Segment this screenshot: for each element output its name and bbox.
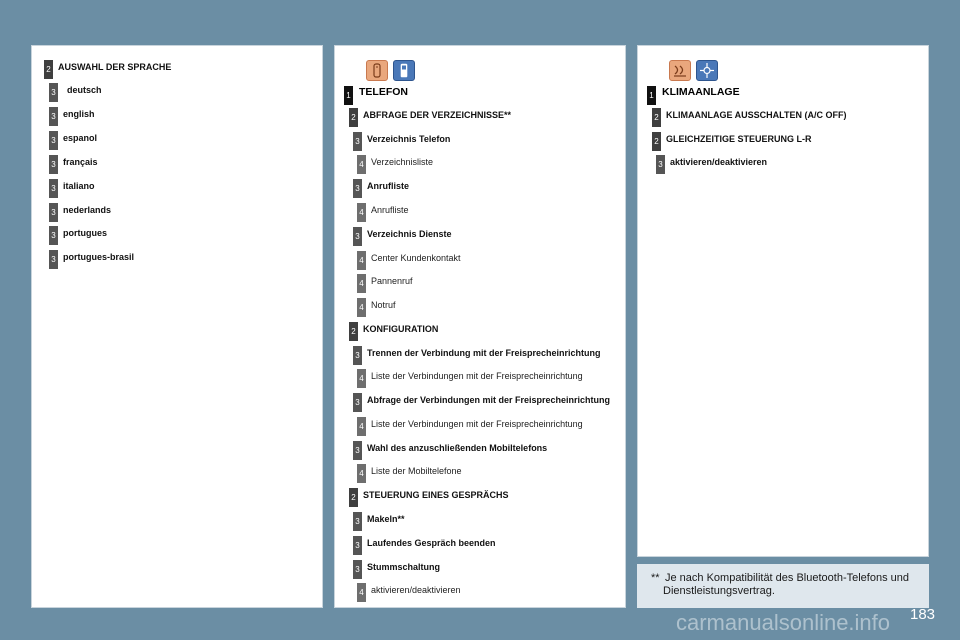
level-badge: 2 [652,132,661,151]
menu-row [353,132,450,151]
menu-label: Liste der Mobiltelefone [371,466,462,476]
menu-row [49,203,111,222]
menu-label: Anrufliste [367,181,410,191]
level-badge: 3 [353,132,362,151]
menu-row [357,464,462,483]
menu-row [49,179,95,198]
climate-blue-icon [696,60,718,81]
level-badge: 1 [344,86,353,105]
level-badge: 3 [353,441,362,460]
footnote [637,564,929,608]
menu-row [49,226,107,245]
menu-row [49,155,98,174]
menu-row [652,132,812,151]
level-badge: 3 [49,83,58,102]
menu-label: Verzeichnis Telefon [367,134,451,144]
level-badge: 3 [353,560,362,579]
menu-row [357,583,461,602]
menu-row [353,393,610,412]
menu-row [49,107,95,126]
footnote-mark: ** [651,572,660,584]
level-badge: 4 [357,298,366,317]
menu-row [353,441,547,460]
level-badge: 4 [357,155,366,174]
menu-label: français [63,157,98,167]
menu-label: Abfrage der Verbindungen mit der Freisprecheinrichtung [367,395,611,405]
level-badge: 2 [652,108,661,127]
menu-label: Trennen der Verbindung mit der Freisprecheinrichtung [367,348,601,358]
level-badge: 3 [353,227,362,246]
menu-row [353,512,405,531]
level-badge: 3 [353,346,362,365]
menu-label: Verzeichnisliste [371,157,434,167]
phone-orange-icon [366,60,388,81]
menu-label: AUSWAHL DER SPRACHE [58,62,172,72]
telephone-menu-panel [334,45,626,608]
page-number: 183 [910,606,936,623]
menu-row [357,417,583,436]
menu-label: Verzeichnis Dienste [367,229,452,239]
menu-row [49,250,134,269]
menu-label: aktivieren/deaktivieren [371,585,461,595]
level-badge: 4 [357,251,366,270]
level-badge: 3 [49,250,58,269]
level-badge: 4 [357,369,366,388]
menu-row [353,346,601,365]
menu-label: KLIMAANLAGE AUSSCHALTEN (A/C OFF) [666,110,847,120]
menu-row [344,86,408,105]
menu-label: Liste der Verbindungen mit der Freisprecheinrichtung [371,419,583,429]
menu-row [357,369,583,388]
menu-label: portugues [63,228,107,238]
language-menu-panel [31,45,323,608]
menu-label: english [63,109,95,119]
menu-row [49,131,97,150]
menu-row [357,251,461,270]
menu-label: deutsch [67,85,102,95]
level-badge: 1 [647,86,656,105]
level-badge: 3 [49,155,58,174]
menu-row [349,108,511,127]
menu-row [357,203,409,222]
level-badge: 3 [656,155,665,174]
menu-label: aktivieren/deaktivieren [670,157,768,167]
level-badge: 3 [49,179,58,198]
menu-row [49,83,102,102]
menu-row [353,560,440,579]
menu-row [353,536,496,555]
level-badge: 3 [353,536,362,555]
level-badge: 2 [44,60,53,79]
level-badge: 4 [357,417,366,436]
level-badge: 2 [349,322,358,341]
menu-label: Makeln** [367,514,405,524]
menu-label: ABFRAGE DER VERZEICHNISSE** [363,110,512,120]
level-badge: 3 [353,512,362,531]
menu-label: Notruf [371,300,396,310]
menu-label: Center Kundenkontakt [371,253,461,263]
menu-row [357,155,433,174]
level-badge: 2 [349,108,358,127]
menu-label: Pannenruf [371,276,413,286]
menu-label: nederlands [63,205,112,215]
footnote-line-2: Dienstleistungsvertrag. [663,585,775,597]
menu-row [353,227,452,246]
climate-menu-panel [637,45,929,557]
menu-row [656,155,767,174]
phone-blue-icon [393,60,415,81]
level-badge: 4 [357,203,366,222]
section-title: KLIMAANLAGE [662,86,740,98]
menu-row [357,298,396,317]
climate-orange-icon [669,60,691,81]
menu-label: Laufendes Gespräch beenden [367,538,496,548]
section-title: TELEFON [359,86,408,98]
level-badge: 3 [353,179,362,198]
level-badge: 4 [357,583,366,602]
menu-label: STEUERUNG EINES GESPRÄCHS [363,490,509,500]
menu-label: espanol [63,133,98,143]
menu-label: Anrufliste [371,205,409,215]
level-badge: 3 [49,226,58,245]
menu-row [349,322,438,341]
menu-row [647,86,740,105]
menu-row [353,179,409,198]
level-badge: 3 [49,203,58,222]
menu-label: Liste der Verbindungen mit der Freisprecheinrichtung [371,371,583,381]
watermark: carmanualsonline.info [676,610,891,635]
footnote-line-1: Je nach Kompatibilität des Bluetooth-Telefons und [665,572,909,584]
level-badge: 4 [357,274,366,293]
level-badge: 3 [353,393,362,412]
menu-label: Wahl des anzuschließenden Mobiltelefons [367,443,548,453]
menu-row [349,488,509,507]
menu-label: portugues-brasil [63,252,135,262]
menu-label: Stummschaltung [367,562,441,572]
menu-row [44,60,171,79]
level-badge: 3 [49,107,58,126]
level-badge: 2 [349,488,358,507]
menu-label: GLEICHZEITIGE STEUERUNG L-R [666,134,812,144]
menu-row [652,108,846,127]
menu-label: italiano [63,181,95,191]
menu-label: KONFIGURATION [363,324,439,334]
level-badge: 3 [49,131,58,150]
menu-row [357,274,413,293]
level-badge: 4 [357,464,366,483]
